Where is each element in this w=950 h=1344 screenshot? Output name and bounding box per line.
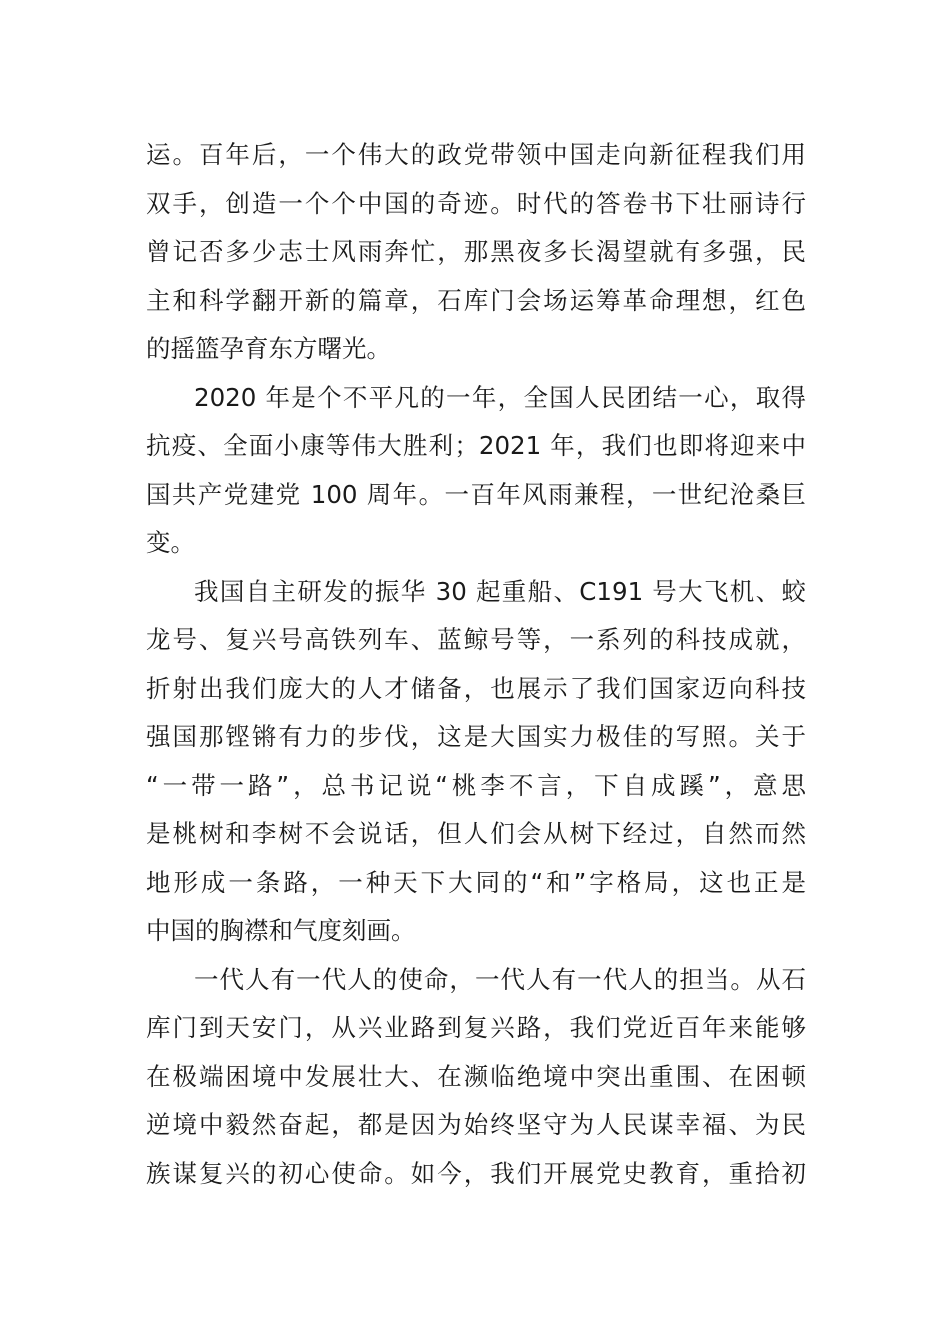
text-line: 的摇篮孕育东方曙光。	[146, 334, 391, 363]
text-line: 曾记否多少志士风雨奔忙，那黑夜多长渴望就有多强，民	[146, 237, 806, 266]
text-line: 龙号、复兴号高铁列车、蓝鲸号等，一系列的科技成就，	[146, 625, 806, 654]
text-line: 是桃树和李树不会说话，但人们会从树下经过，自然而然	[146, 819, 806, 848]
text-line: 一代人有一代人的使命，一代人有一代人的担当。从石	[194, 964, 806, 994]
text-line: 运。百年后，一个伟大的政党带领中国走向新征程我们用	[146, 140, 806, 169]
document-body	[146, 131, 806, 1198]
text-line: 抗疫、全面小康等伟大胜利；2021 年，我们也即将迎来中	[146, 431, 806, 460]
text-line: 地形成一条路，一种天下大同的“和”字格局，这也正是	[146, 867, 806, 897]
text-line: 变。	[146, 528, 195, 557]
text-line: 折射出我们庞大的人才储备，也展示了我们国家迈向科技	[146, 673, 806, 703]
text-line: “一带一路”，总书记说“桃李不言，下自成蹊”，意思	[146, 770, 806, 800]
text-line: 强国那铿锵有力的步伐，这是大国实力极佳的写照。关于	[146, 722, 806, 751]
text-line: 库门到天安门，从兴业路到复兴路，我们党近百年来能够	[146, 1013, 806, 1042]
text-line: 中国的胸襟和气度刻画。	[146, 916, 416, 945]
text-line: 逆境中毅然奋起，都是因为始终坚守为人民谋幸福、为民	[146, 1110, 806, 1139]
text-line: 主和科学翻开新的篇章，石库门会场运筹革命理想，红色	[146, 285, 806, 315]
text-line: 2020 年是个不平凡的一年，全国人民团结一心，取得	[194, 382, 806, 412]
text-line: 族谋复兴的初心使命。如今，我们开展党史教育，重拾初	[146, 1158, 806, 1188]
text-line: 在极端困境中发展壮大、在濒临绝境中突出重围、在困顿	[146, 1061, 806, 1091]
text-line: 双手，创造一个个中国的奇迹。时代的答卷书下壮丽诗行	[146, 188, 806, 218]
text-line: 我国自主研发的振华 30 起重船、C191 号大飞机、蛟	[194, 576, 806, 606]
text-line: 国共产党建党 100 周年。一百年风雨兼程，一世纪沧桑巨	[146, 479, 806, 509]
